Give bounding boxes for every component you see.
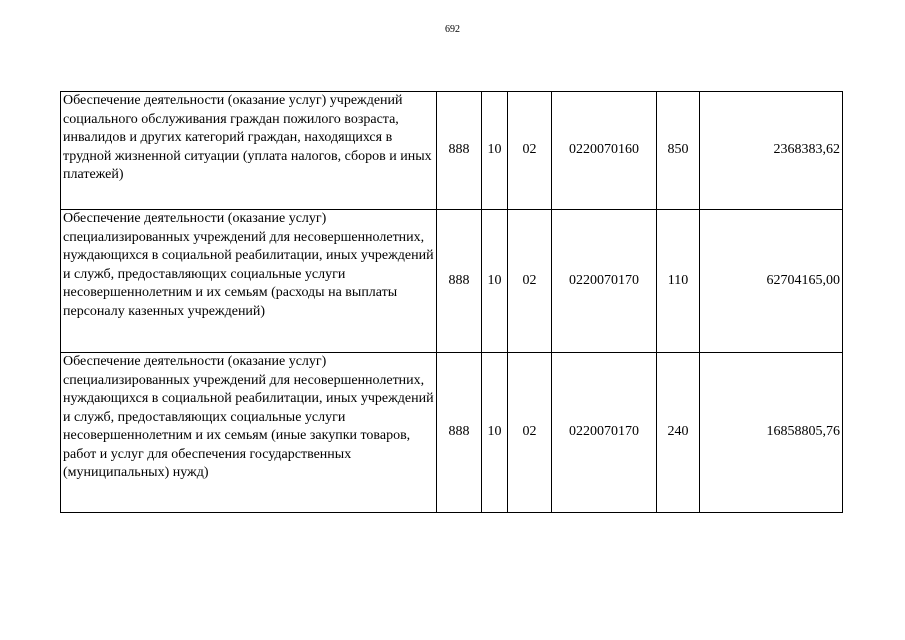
target-article-code: 0220070170: [552, 210, 657, 353]
row-description: Обеспечение деятельности (оказание услуг) специализированных учреждений для несовершеннолетних, нуждающихся в социальной реабилитации, иных учреждений и служб, предоставляющих социальные услуги несовершеннолетним и их семьям (иные закупки товаров, работ и услуг для обеспечения государственных (муниципальных) нужд): [61, 353, 437, 513]
table-row: [61, 92, 843, 210]
row-description: Обеспечение деятельности (оказание услуг) специализированных учреждений для несовершеннолетних, нуждающихся в социальной реабилитации, иных учреждений и служб, предоставляющих социальные услуги несовершеннолетним и их семьям (расходы на выплаты персоналу казенных учреждений): [61, 210, 437, 353]
ministry-code: 888: [437, 92, 482, 210]
ministry-code: 888: [437, 210, 482, 353]
amount-value: 16858805,76: [700, 353, 843, 513]
section-code: 10: [482, 353, 508, 513]
target-article-code: 0220070170: [552, 353, 657, 513]
section-code: 10: [482, 92, 508, 210]
ministry-code: 888: [437, 353, 482, 513]
expense-type-code: 850: [657, 92, 700, 210]
budget-table: [60, 91, 843, 513]
subsection-code: 02: [508, 353, 552, 513]
expense-type-code: 110: [657, 210, 700, 353]
section-code: 10: [482, 210, 508, 353]
table-row: [61, 210, 843, 353]
expense-type-code: 240: [657, 353, 700, 513]
target-article-code: 0220070160: [552, 92, 657, 210]
table-row: [61, 353, 843, 513]
amount-value: 62704165,00: [700, 210, 843, 353]
subsection-code: 02: [508, 92, 552, 210]
amount-value: 2368383,62: [700, 92, 843, 210]
subsection-code: 02: [508, 210, 552, 353]
row-description: Обеспечение деятельности (оказание услуг) учреждений социального обслуживания граждан пожилого возраста, инвалидов и других категорий граждан, находящихся в трудной жизненной ситуации (уплата налогов, сборов и иных платежей): [61, 92, 437, 210]
page-number: 692: [445, 24, 460, 35]
